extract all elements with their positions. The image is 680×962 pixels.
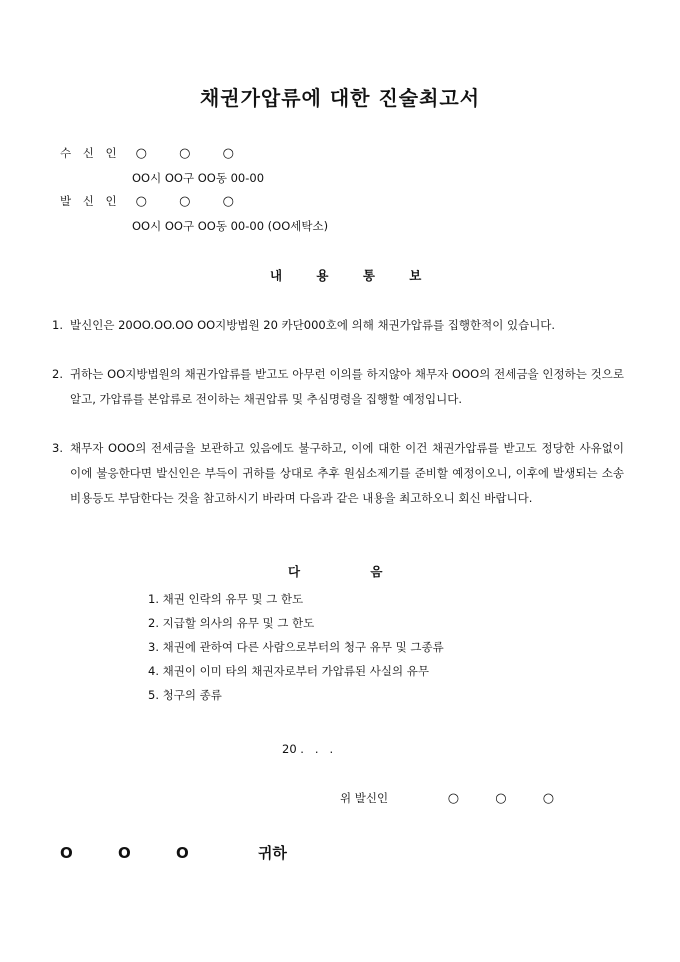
paragraph-1: [52, 313, 624, 338]
sender-address: OO시 OO구 OO동 00-00 (OO세탁소): [132, 219, 329, 233]
document-title: 채권가압류에 대한 진술최고서: [199, 86, 481, 110]
item-list: [148, 587, 444, 707]
paragraph-2: [52, 362, 624, 412]
paragraph-number: 3.: [52, 441, 63, 455]
paragraph-3: [52, 436, 624, 511]
list-item: 2. 지급할 의사의 유무 및 그 한도: [148, 616, 315, 630]
document-date: 20 . . .: [282, 742, 334, 756]
receiver-address: OO시 OO구 OO동 00-00: [132, 171, 265, 185]
recipient-suffix: 귀하: [257, 844, 287, 862]
sender-name: ○ ○ ○: [135, 194, 248, 209]
paragraph-number: 1.: [52, 318, 63, 332]
receiver-row: [60, 145, 248, 161]
sender-row: [60, 193, 248, 209]
recipient-name: O O O: [60, 844, 209, 862]
signature-name: ○ ○ ○: [447, 791, 571, 806]
signature-label: 위 발신인: [340, 791, 389, 805]
list-item: 5. 청구의 종류: [148, 688, 222, 702]
list-item: 4. 채권이 이미 타의 채권자로부터 가압류된 사실의 유무: [148, 664, 429, 678]
list-item: 3. 채권에 관하여 다른 사람으로부터의 청구 유무 및 그종류: [148, 640, 444, 654]
paragraph-text: 채무자 OOO의 전세금을 보관하고 있음에도 불구하고, 이에 대한 이건 채권가압류를 받고도 정당한 사유없이 이에 불응한다면 발신인은 부득이 귀하를 상대로 추후 원심소제기를 준비할 예정이오니, 이후에 발생되는 소송비용등도 부담한다는 것을 참고하시기 바라며 다음과 같은 내용을 최고하오니 회신 바랍니다.: [70, 441, 624, 505]
receiver-label: 수 신 인: [60, 146, 121, 160]
recipient-row: [60, 842, 287, 863]
list-heading: 다 음: [288, 564, 383, 579]
sender-label: 발 신 인: [60, 194, 121, 208]
paragraph-text: 발신인은 20OO.OO.OO OO지방법원 20 카단000호에 의해 채권가압류를 집행한적이 있습니다.: [70, 318, 556, 332]
paragraph-text: 귀하는 OO지방법원의 채권가압류를 받고도 아무런 이의를 하지않아 채무자 OOO의 전세금을 인정하는 것으로 알고, 가압류를 본압류로 전이하는 채권압류 및 추심명령을 집행할 예정입니다.: [70, 367, 624, 406]
receiver-name: ○ ○ ○: [135, 146, 248, 161]
signature-row: [340, 790, 570, 806]
list-item: 1. 채권 인락의 유무 및 그 한도: [148, 592, 304, 606]
paragraph-number: 2.: [52, 367, 63, 381]
notice-heading: 내 용 통 보: [270, 268, 422, 283]
